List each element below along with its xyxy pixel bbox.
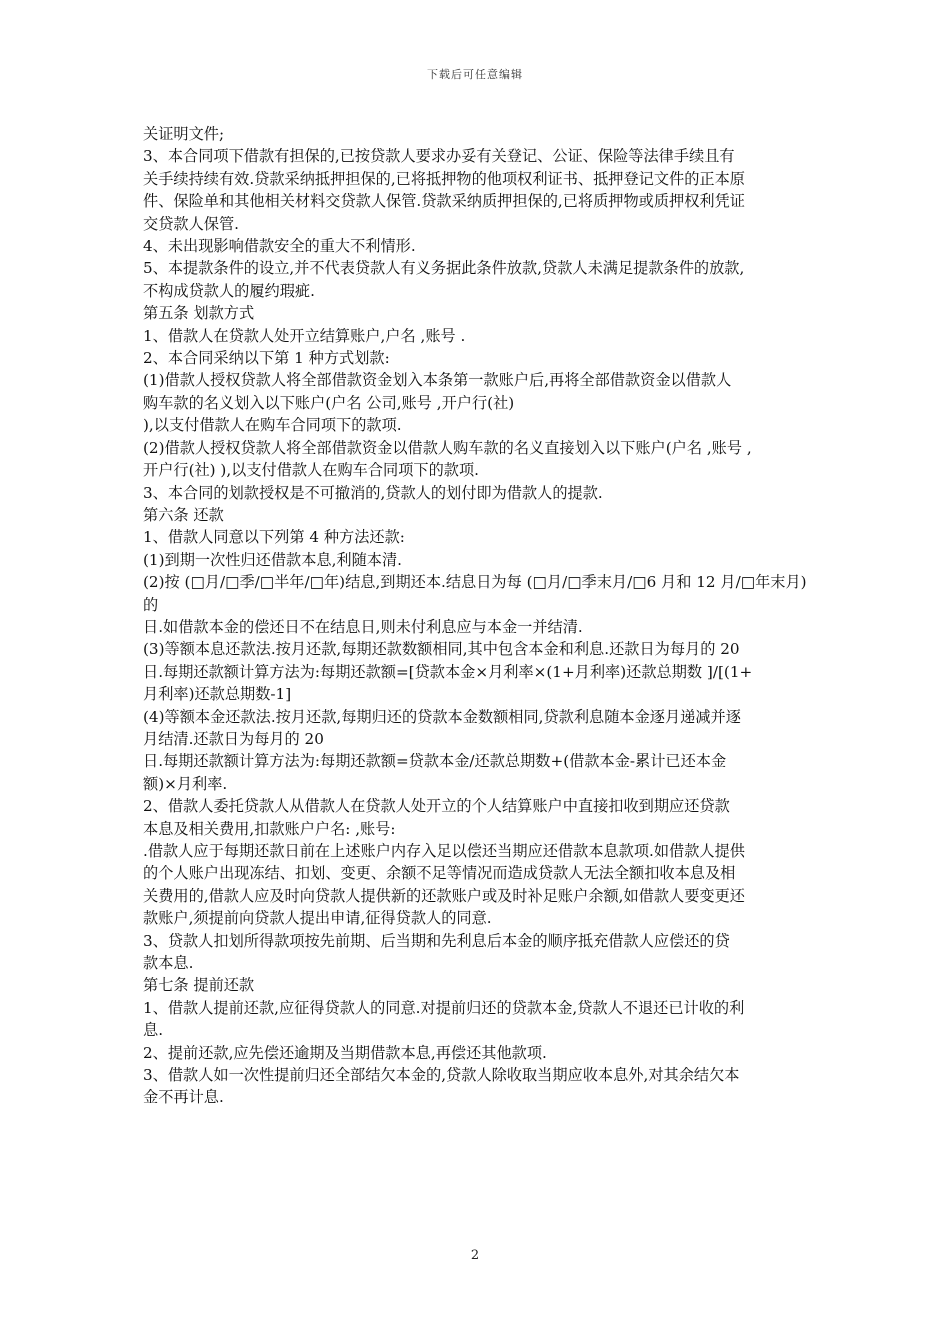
text-line: (1)到期一次性归还借款本息,利随本清. bbox=[143, 550, 402, 569]
text-line: 4、未出现影响借款安全的重大不利情形. bbox=[143, 237, 416, 256]
text-line: 1、借款人同意以下列第 4 种方法还款: bbox=[143, 528, 405, 547]
text-line: 关证明文件; bbox=[143, 125, 225, 143]
text-line: 2、借款人委托贷款人从借款人在贷款人处开立的个人结算账户中直接扣收到期应还贷款 bbox=[143, 797, 730, 816]
document-body bbox=[143, 123, 813, 1109]
text-line: 金不再计息. bbox=[143, 1088, 224, 1107]
text-line: 月利率)还款总期数-1] bbox=[143, 685, 292, 704]
text-line: 本息及相关费用,扣款账户户名: ,账号: bbox=[143, 819, 396, 838]
text-line: 日.每期还款额计算方法为:每期还款额=[贷款本金×月利率×(1+月利率)还款总期数 ]/[(1+ bbox=[143, 662, 753, 681]
text-line: 款账户,须提前向贷款人提出申请,征得贷款人的同意. bbox=[143, 909, 492, 928]
text-line: 5、本提款条件的设立,并不代表贷款人有义务据此条件放款,贷款人未满足提款条件的放款, bbox=[143, 259, 745, 278]
text-line: 2、本合同采纳以下第 1 种方式划款: bbox=[143, 349, 390, 368]
text-line: 款本息. bbox=[143, 954, 194, 973]
text-line: 的个人账户出现冻结、扣划、变更、余额不足等情况而造成贷款人无法全额扣收本息及相 bbox=[143, 864, 736, 883]
text-line: 3、借款人如一次性提前归还全部结欠本金的,贷款人除收取当期应收本息外,对其余结欠本 bbox=[143, 1066, 740, 1085]
text-line: 1、借款人提前还款,应征得贷款人的同意.对提前归还的贷款本金,贷款人不退还已计收的利 bbox=[143, 998, 745, 1017]
text-line: 3、贷款人扣划所得款项按先前期、后当期和先利息后本金的顺序抵充借款人应偿还的贷 bbox=[143, 931, 730, 950]
text-line: 第七条 提前还款 bbox=[143, 976, 255, 995]
text-line: 交贷款人保管. bbox=[143, 214, 239, 233]
text-line: 日.如借款本金的偿还日不在结息日,则未付利息应与本金一并结清. bbox=[143, 617, 583, 636]
page-header-note: 下载后可任意编辑 bbox=[427, 68, 523, 81]
text-line: (4)等额本金还款法.按月还款,每期归还的贷款本金数额相同,贷款利息随本金逐月递减并逐 bbox=[143, 707, 741, 726]
text-line: (3)等额本息还款法.按月还款,每期还款数额相同,其中包含本金和利息.还款日为每月的 20 bbox=[143, 640, 740, 659]
text-line: 的 bbox=[143, 595, 159, 614]
text-line: (2)按 (□月/□季/□半年/□年)结息,到期还本.结息日为每 (□月/□季末月/□6 月和 12 月/□年末月) bbox=[143, 573, 807, 592]
text-line: 不构成贷款人的履约瑕疵. bbox=[143, 281, 315, 300]
text-line: (2)借款人授权贷款人将全部借款资金以借款人购车款的名义直接划入以下账户(户名 ,账号 , bbox=[143, 438, 752, 457]
page-number: 2 bbox=[470, 1248, 480, 1263]
text-line: 3、本合同项下借款有担保的,已按贷款人要求办妥有关登记、公证、保险等法律手续且有 bbox=[143, 147, 735, 166]
text-line: 额)×月利率. bbox=[143, 774, 228, 793]
text-line: .借款人应于每期还款日前在上述账户内存入足以偿还当期应还借款本息款项.如借款人提供 bbox=[143, 842, 745, 860]
text-line: 3、本合同的划款授权是不可撤消的,贷款人的划付即为借款人的提款. bbox=[143, 483, 603, 502]
text-line: 关费用的,借款人应及时向贷款人提供新的还款账户或及时补足账户余额,如借款人要变更还 bbox=[143, 886, 745, 905]
text-line: 开户行(社) ),以支付借款人在购车合同项下的款项. bbox=[143, 461, 480, 480]
text-line: ),以支付借款人在购车合同项下的款项. bbox=[143, 416, 402, 435]
text-line: 关手续持续有效.贷款采纳抵押担保的,已将抵押物的他项权利证书、抵押登记文件的正本原 bbox=[143, 169, 745, 188]
text-line: 1、借款人在贷款人处开立结算账户,户名 ,账号 . bbox=[143, 326, 466, 345]
text-line: 月结清.还款日为每月的 20 bbox=[143, 729, 324, 748]
text-line: (1)借款人授权贷款人将全部借款资金划入本条第一款账户后,再将全部借款资金以借款人 bbox=[143, 371, 732, 390]
text-line: 第六条 还款 bbox=[143, 505, 224, 524]
text-line: 第五条 划款方式 bbox=[143, 304, 255, 323]
text-line: 2、提前还款,应先偿还逾期及当期借款本息,再偿还其他款项. bbox=[143, 1043, 547, 1062]
text-line: 日.每期还款额计算方法为:每期还款额=贷款本金/还款总期数+(借款本金-累计已还本金 bbox=[143, 752, 727, 771]
text-line: 息. bbox=[143, 1021, 164, 1040]
text-line: 购车款的名义划入以下账户(户名 公司,账号 ,开户行(社) bbox=[143, 393, 515, 412]
text-line: 件、保险单和其他相关材料交贷款人保管.贷款采纳质押担保的,已将质押物或质押权利凭证 bbox=[143, 192, 745, 211]
